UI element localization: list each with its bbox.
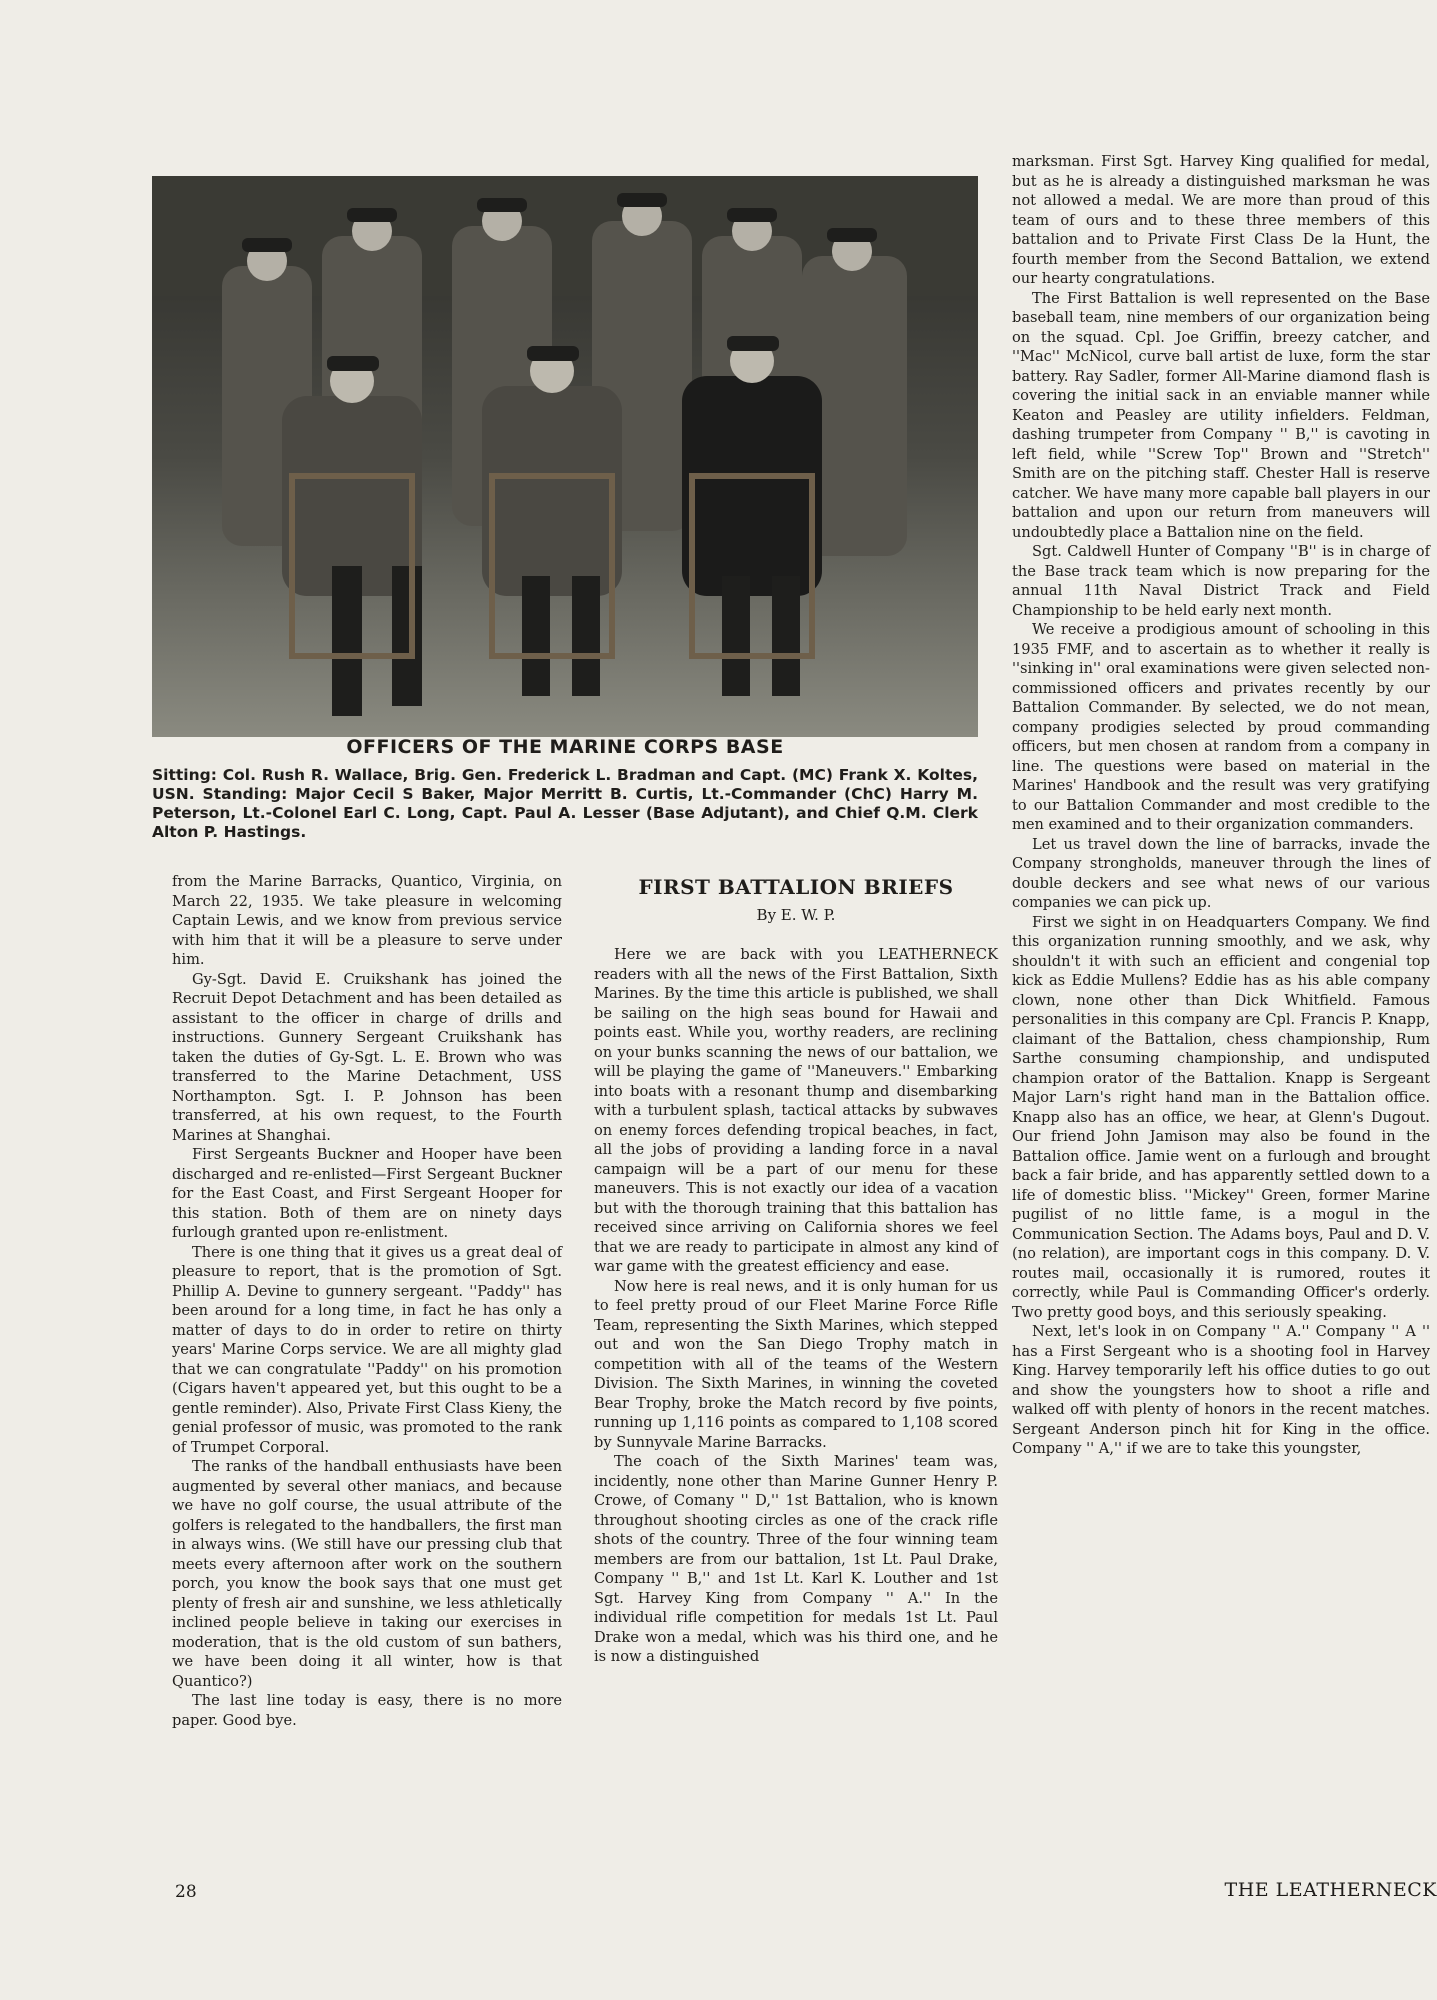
paragraph: The last line today is easy, there is no more paper. Good bye. (172, 1692, 562, 1729)
officers-group-photo (152, 176, 978, 737)
paragraph: The ranks of the handball enthusiasts have been augmented by several other maniacs, and because we have no golf course, the usual attribute of the golfers is relegated to the handballers, the first man in always wins. (We still have our pressing club that meets every afternoon after work on the southern porch, you know the book says that one must get plenty of fresh air and sunshine, we less athletically inclined people believe in taking our exercises in moderation, that is the old custom of sun bathers, we have been doing it all winter, how is that Quantico?) (172, 1458, 562, 1690)
paragraph: Now here is real news, and it is only human for us to feel pretty proud of our Fleet Marine Force Rifle Team, representing the Sixth Marines, which stepped out and won the San Diego Trophy match in competition with all of the teams of the Western Division. The Sixth Marines, in winning the coveted Bear Trophy, broke the Match record by five points, running up 1,116 points as compared to 1,108 scored by Sunnyvale Marine Barracks. (594, 1277, 998, 1451)
paragraph: First we sight in on Headquarters Company. We find this organization running smoothly, and we ask, why shouldn't it with such an efficient and congenial top kick as Eddie Mullens? Eddie has as his able company clown, none other than Dick Whitfield. Famous personalities in this company are Cpl. Francis P. Knapp, claimant of the Battalion, chess championship, Rum Sarthe consuming championship, and undisputed champion orator of the Battalion. Knapp is Sergeant Major Larn's right hand man in the Battalion office. Knapp also has an office, we hear, at Glenn's Dugout. Our friend John Jamison may also be found in the Battalion office. Jamie went on a furlough and brought back a fair bride, and has apparently settled down to a life of domestic bliss. ''Mickey'' Green, former Marine pugilist of no little fame, is a mogul in the Communication Section. The Adams boys, Paul and D. V. (no relation), are important cogs in this company. D. V. routes mail, occasionally it is rumored, routes it correctly, while Paul is Commanding Officer's orderly. Two pretty good boys, and this seriously speaking. (1012, 913, 1430, 1321)
paragraph: Let us travel down the line of barracks, invade the Company strongholds, maneuver through the lines of double deckers and see what news of our various companies we can pick up. (1012, 835, 1430, 911)
paragraph: The coach of the Sixth Marines' team was, incidently, none other than Marine Gunner Henry P. Crowe, of Comany '' D,'' 1st Battalion, who is known throughout shooting circles as one of the crack rifle shots of the country. Three of the four winning team members are from our battalion, 1st Lt. Paul Drake, Company '' B,'' and 1st Lt. Karl K. Louther and 1st Sgt. Harvey King from Company '' A.'' In the individual rifle competition for medals 1st Lt. Paul Drake won a medal, which was his third one, and he is now a distinguished (594, 1453, 998, 1665)
photo-caption-title: OFFICERS OF THE MARINE CORPS BASE (346, 736, 784, 758)
article-column-2 (594, 945, 998, 1667)
paragraph: The First Battalion is well represented on the Base baseball team, nine members of our organization being on the squad. Cpl. Joe Griffin, breezy catcher, and ''Mac'' McNicol, curve ball artist de luxe, form the star battery. Ray Sadler, former All-Marine diamond flash is covering the initial sack in an enviable manner while Keaton and Peasley are utility infielders. Feldman, dashing trumpeter from Company '' B,'' is cavoting in left field, while ''Screw Top'' Brown and ''Stretch'' Smith are on the pitching staff. Chester Hall is reserve catcher. We have many more capable ball players in our battalion and upon our return from maneuvers will undoubtedly place a Battalion nine on the field. (1012, 289, 1430, 541)
paragraph: First Sergeants Buckner and Hooper have been discharged and re-enlisted—First Sergeant Buckner for the East Coast, and First Sergeant Hooper for this station. Both of them are on ninety days furlough granted upon re-enlistment. (172, 1146, 562, 1241)
article-byline: By E. W. P. (756, 906, 836, 924)
photo-caption-text: Sitting: Col. Rush R. Wallace, Brig. Gen. Frederick L. Bradman and Capt. (MC) Frank X. Koltes, USN. Standing: Major Cecil S Baker, Major Merritt B. Curtis, Lt.-Commander (ChC) Harry M. Peterson, Lt.-Colonel Earl C. Long, Capt. Paul A. Lesser (Base Adjutant), and Chief Q.M. Clerk Alton P. Hastings. (152, 766, 978, 841)
paragraph: from the Marine Barracks, Quantico, Virginia, on March 22, 1935. We take pleasure in welcoming Captain Lewis, and we know from previous service with him that it will be a pleasure to serve under him. (172, 873, 562, 968)
group-photo-icon (152, 176, 978, 737)
paragraph: There is one thing that it gives us a great deal of pleasure to report, that is the promotion of Sgt. Phillip A. Devine to gunnery sergeant. ''Paddy'' has been around for a long time, in fact he has only a matter of days to do in order to retire on thirty years' Marine Corps service. We are all mighty glad that we can congratulate ''Paddy'' on his promotion (Cigars haven't appeared yet, but this ought to be a gentle reminder). Also, Private First Class Kieny, the genial professor of music, was promoted to the rank of Trumpet Corporal. (172, 1243, 562, 1456)
paragraph: Gy-Sgt. David E. Cruikshank has joined the Recruit Depot Detachment and has been detailed as assistant to the officer in charge of drills and instructions. Gunnery Sergeant Cruikshank has taken the duties of Gy-Sgt. L. E. Brown who was transferred to the Marine Detachment, USS Northampton. Sgt. I. P. Johnson has been transferred, at his own request, to the Fourth Marines at Shanghai. (172, 970, 562, 1144)
paragraph: Sgt. Caldwell Hunter of Company ''B'' is in charge of the Base track team which is now preparing for the annual 11th Naval District Track and Field Championship to be held early next month. (1012, 543, 1430, 619)
page-number: 28 (175, 1882, 197, 1902)
article-column-3 (1012, 152, 1430, 1459)
article-column-1 (172, 872, 562, 1730)
paragraph: We receive a prodigious amount of schooling in this 1935 FMF, and to ascertain as to whether it really is ''sinking in'' oral examinations were given selected non-commissioned officers and privates recently by our Battalion Commander. By selected, we do not mean, company prodigies selected by proud commanding officers, but men chosen at random from a company in line. The questions were based on material in the Marines' Handbook and the result was very gratifying to our Battalion Commander and most credible to the men examined and to their organization commanders. (1012, 621, 1430, 833)
paragraph: Here we are back with you LEATHERNECK readers with all the news of the First Battalion, Sixth Marines. By the time this article is published, we shall be sailing on the high seas bound for Hawaii and points east. While you, worthy readers, are reclining on your bunks scanning the news of our battalion, we will be playing the game of ''Maneuvers.'' Embarking into boats with a resonant thump and disembarking with a turbulent splash, tactical attacks by subwaves on enemy forces defending tropical beaches, in fact, all the jobs of providing a landing force in a naval campaign will be a part of our menu for these maneuvers. This is not exactly our idea of a vacation but with the thorough training that this battalion has received since arriving on California shores we feel that we are ready to participate in almost any kind of war game with the greatest efficiency and ease. (594, 946, 998, 1275)
paragraph: Next, let's look in on Company '' A.'' Company '' A '' has a First Sergeant who is a shooting fool in Harvey King. Harvey temporarily left his office duties to go out and show the youngsters how to shoot a rifle and walked off with plenty of honors in the recent matches. Sergeant Anderson pinch hit for King in the office. Company '' A,'' if we are to take this youngster, (1012, 1323, 1430, 1457)
magazine-title: THE LEATHERNECK (1224, 1879, 1437, 1901)
paragraph: marksman. First Sgt. Harvey King qualified for medal, but as he is already a distinguished marksman he was not allowed a medal. We are more than proud of this team of ours and to these three members of this battalion and to Private First Class De la Hunt, the fourth member from the Second Battalion, we extend our hearty congratulations. (1012, 153, 1430, 287)
article-headline: FIRST BATTALION BRIEFS (638, 875, 954, 899)
